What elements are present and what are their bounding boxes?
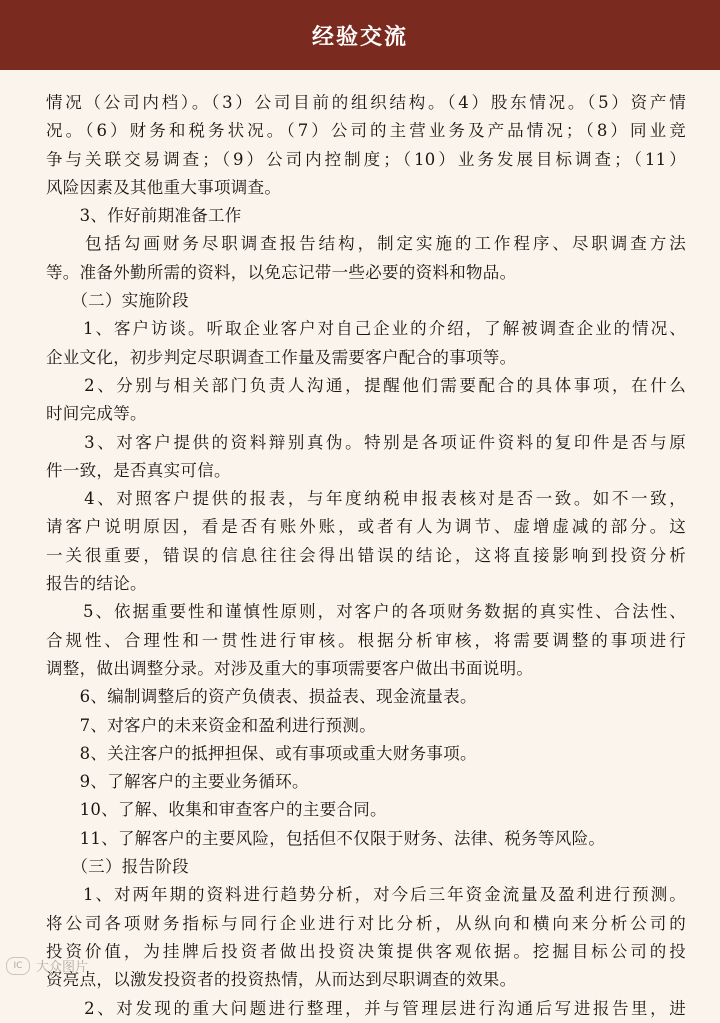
text-line: 7、对客户的未来资金和盈利进行预测。 xyxy=(46,715,376,735)
text-line: 5、依据重要性和谨慎性原则，对客户的各项财务数据的真实性、合法性、 xyxy=(46,602,686,622)
text-line: 3、作好前期准备工作 xyxy=(46,206,242,226)
text-line: （二）实施阶段 xyxy=(46,291,189,311)
text-line: 争与关联交易调查；（9）公司内控制度；（10）业务发展目标调查；（11） xyxy=(46,149,686,169)
text-line: 一关很重要，错误的信息往往会得出错误的结论，这将直接影响到投资分析 xyxy=(46,545,686,565)
text-line: 11、了解客户的主要风险，包括但不仅限于财务、法律、税务等风险。 xyxy=(46,828,606,848)
article-body xyxy=(46,89,686,1023)
text-line: 况。（6）财务和税务状况。（7）公司的主营业务及产品情况；（8）同业竞 xyxy=(46,121,686,141)
watermark-logo-icon: IC xyxy=(6,957,30,975)
text-line: （三）报告阶段 xyxy=(46,857,189,877)
text-line: 件一致，是否真实可信。 xyxy=(46,460,231,480)
text-line: 投资价值，为挂牌后投资者做出投资决策提供客观依据。挖掘目标公司的投 xyxy=(46,941,686,961)
text-line: 将公司各项财务指标与同行企业进行对比分析，从纵向和横向来分析公司的 xyxy=(46,913,686,933)
page-title: 经验交流 xyxy=(311,24,408,50)
watermark-text: 大众图片 xyxy=(36,960,89,975)
text-line: 等。准备外勤所需的资料，以免忘记带一些必要的资料和物品。 xyxy=(46,262,517,282)
text-line: 时间完成等。 xyxy=(46,404,147,424)
text-line: 2、分别与相关部门负责人沟通，提醒他们需要配合的具体事项，在什么 xyxy=(46,375,686,395)
header-bar xyxy=(0,0,720,70)
text-line: 情况（公司内档）。（3）公司目前的组织结构。（4）股东情况。（5）资产情 xyxy=(46,93,686,112)
text-line: 合规性、合理性和一贯性进行审核。根据分析审核，将需要调整的事项进行 xyxy=(46,630,686,650)
text-line: 包括勾画财务尽职调查报告结构，制定实施的工作程序、尽职调查方法 xyxy=(46,234,686,254)
text-line: 4、对照客户提供的报表，与年度纳税申报表核对是否一致。如不一致， xyxy=(46,489,686,509)
text-line: 1、客户访谈。听取企业客户对自己企业的介绍，了解被调查企业的情况、 xyxy=(46,319,686,339)
text-line: 调整，做出调整分录。对涉及重大的事项需要客户做出书面说明。 xyxy=(46,658,534,678)
watermark xyxy=(6,956,88,975)
text-line: 2、对发现的重大问题进行整理，并与管理层进行沟通后写进报告里，进 xyxy=(46,998,686,1018)
text-line: 9、了解客户的主要业务循环。 xyxy=(46,772,309,792)
text-line: 6、编制调整后的资产负债表、损益表、现金流量表。 xyxy=(46,687,477,707)
text-line: 1、对两年期的资料进行趋势分析，对今后三年资金流量及盈利进行预测。 xyxy=(46,885,686,905)
text-line: 企业文化，初步判定尽职调查工作量及需要客户配合的事项等。 xyxy=(46,347,517,367)
text-line: 资亮点，以激发投资者的投资热情，从而达到尽职调查的效果。 xyxy=(46,970,517,990)
text-line: 请客户说明原因，看是否有账外账，或者有人为调节、虚增虚减的部分。这 xyxy=(46,517,686,537)
text-line: 8、关注客户的抵押担保、或有事项或重大财务事项。 xyxy=(46,743,477,763)
text-line: 3、对客户提供的资料辩别真伪。特别是各项证件资料的复印件是否与原 xyxy=(46,432,686,452)
text-line: 风险因素及其他重大事项调查。 xyxy=(46,177,282,197)
text-line: 报告的结论。 xyxy=(46,574,147,594)
text-line: 10、了解、收集和审查客户的主要合同。 xyxy=(46,800,387,820)
